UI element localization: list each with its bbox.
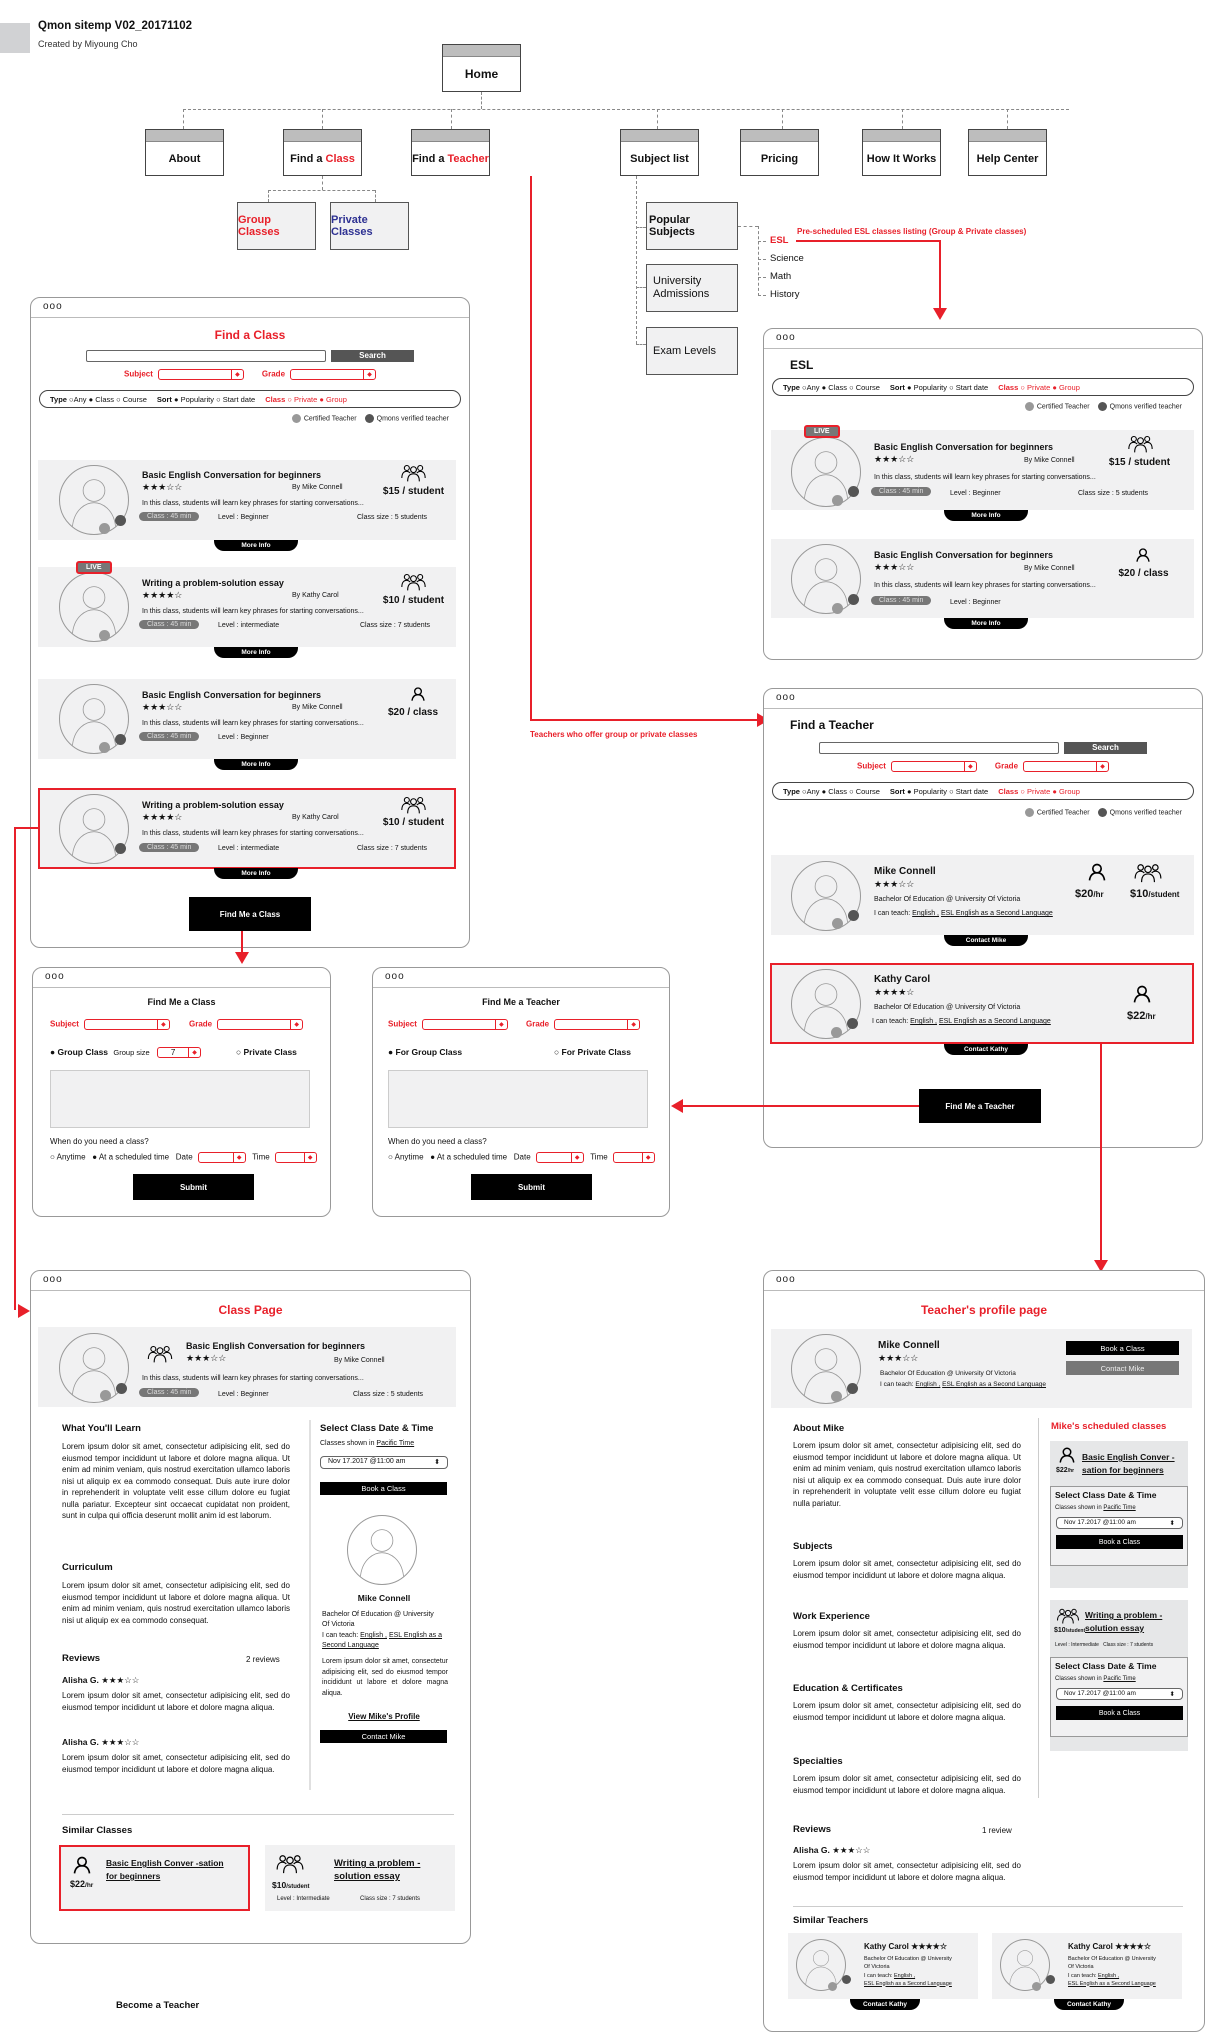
node-help-center[interactable]: Help Center — [968, 129, 1047, 176]
subject-link[interactable]: English , — [1097, 1973, 1120, 1979]
subject-science[interactable]: Science — [770, 253, 804, 264]
timezone-link[interactable]: Pacific Time — [1103, 1676, 1136, 1682]
teacher-legend: Certified Teacher Qmons verified teacher — [764, 402, 1182, 411]
certified-badge-icon — [832, 918, 843, 929]
verified-dot-icon — [1098, 402, 1107, 411]
group-icon — [400, 795, 427, 815]
group-icon — [400, 572, 427, 592]
submit-button[interactable]: Submit — [471, 1174, 592, 1200]
radio-group-class[interactable]: ● Group Class — [50, 1047, 109, 1057]
verified-badge-icon — [842, 1975, 851, 1984]
verified-badge-icon — [115, 515, 126, 526]
grade-select[interactable]: ◆ — [217, 1019, 303, 1030]
contact-kathy-button[interactable]: Contact Kathy — [944, 1044, 1028, 1055]
view-profile-link[interactable]: View Mike's Profile — [348, 1712, 420, 1721]
node-home[interactable]: Home — [442, 44, 521, 92]
teacher-legend: Certified Teacher Qmons verified teacher — [764, 808, 1182, 817]
certified-badge-icon — [831, 1027, 842, 1038]
node-private-classes[interactable]: Private Classes — [330, 202, 409, 250]
rating-stars: ★★★☆☆ — [874, 562, 915, 572]
more-info-button[interactable]: More Info — [214, 759, 298, 770]
contact-kathy-button[interactable]: Contact Kathy — [850, 1999, 920, 2010]
subject-esl[interactable]: ESL — [770, 235, 789, 246]
rating-stars: ★★★★☆ — [874, 987, 915, 997]
radio-private[interactable]: ○ Private — [1020, 382, 1051, 392]
node-about[interactable]: About — [145, 129, 224, 176]
verified-dot-icon — [1098, 808, 1107, 817]
radio-any[interactable]: ○Any — [802, 786, 820, 796]
subject-link[interactable]: English , — [910, 1018, 938, 1025]
group-icon — [275, 1853, 305, 1875]
time-select[interactable]: ◆ — [275, 1152, 317, 1163]
person-icon — [1087, 862, 1107, 882]
radio-popularity[interactable]: ● Popularity — [907, 382, 947, 392]
rating-stars: ★★★☆☆ — [142, 482, 183, 492]
scheduled-class-link[interactable]: Writing a problem -solution essay — [1085, 1610, 1163, 1633]
certified-dot-icon — [292, 414, 301, 423]
node-find-a-class[interactable]: Find a Class — [283, 129, 362, 176]
page-title: Class Page — [218, 1303, 283, 1317]
verified-badge-icon — [1046, 1975, 1055, 1984]
similar-class-link[interactable]: Basic English Conver -sation for beginners — [106, 1858, 224, 1881]
timezone-link[interactable]: Pacific Time — [1103, 1505, 1136, 1511]
subject-link[interactable]: ESL English as a Second Language — [940, 910, 1053, 917]
certified-badge-icon — [828, 1982, 837, 1991]
radio-start-date[interactable]: ○ Start date — [949, 382, 989, 392]
subject-link[interactable]: English , — [912, 910, 940, 917]
esl-annotation: Pre-scheduled ESL classes listing (Group & Private classes) — [797, 227, 1027, 236]
radio-scheduled[interactable]: ● At a scheduled time — [430, 1152, 508, 1162]
search-button[interactable]: Search — [1064, 742, 1147, 754]
form-title: Find Me a Teacher — [482, 997, 560, 1007]
filter-bar: Type ○Any ● Class ○ Course Sort ● Popularity ○ Start date Class ○ Private ● Group — [772, 378, 1194, 396]
timezone-link[interactable]: Pacific Time — [376, 1440, 415, 1447]
book-a-class-button[interactable]: Book a Class — [320, 1482, 447, 1495]
verified-badge-icon — [116, 1383, 127, 1394]
group-icon — [1055, 1607, 1081, 1625]
certified-badge-icon — [831, 1391, 842, 1402]
grade-select[interactable] — [290, 369, 376, 380]
teacher-legend: Certified Teacher Qmons verified teacher — [31, 414, 449, 423]
search-input[interactable] — [86, 350, 326, 362]
radio-class[interactable]: ● Class — [821, 786, 847, 796]
radio-start-date[interactable]: ○ Start date — [216, 394, 256, 404]
radio-anytime[interactable]: ○ Anytime — [50, 1152, 86, 1162]
grade-select[interactable]: ◆ — [554, 1019, 640, 1030]
notes-textarea[interactable] — [50, 1070, 310, 1128]
radio-class[interactable]: ● Class — [88, 394, 114, 404]
certified-badge-icon — [832, 603, 843, 614]
verified-badge-icon — [115, 843, 126, 854]
rating-stars: ★★★☆☆ — [142, 702, 183, 712]
subject-select[interactable]: ◆ — [422, 1019, 508, 1030]
group-icon — [1127, 434, 1154, 454]
node-pricing[interactable]: Pricing — [740, 129, 819, 176]
radio-for-private[interactable]: ○ For Private Class — [554, 1047, 631, 1057]
teacher-annotation: Teachers who offer group or private classes — [530, 730, 698, 739]
person-icon — [1058, 1446, 1076, 1464]
avatar — [59, 572, 129, 642]
page-title: Find a Class — [214, 328, 286, 342]
search-input[interactable] — [819, 742, 1059, 754]
rating-stars: ★★★☆☆ — [878, 1353, 919, 1363]
certified-badge-icon — [100, 1390, 111, 1401]
doc-subtitle: Created by Miyoung Cho — [38, 39, 138, 49]
more-info-button[interactable]: More Info — [214, 540, 298, 551]
filter-bar: Type ○Any ● Class ○ Course Sort ● Popularity ○ Start date Class ○ Private ● Group — [772, 782, 1194, 800]
person-icon — [1135, 547, 1151, 563]
window-dots: ooo — [764, 1271, 1204, 1291]
avatar — [1000, 1939, 1050, 1991]
group-icon — [146, 1344, 174, 1364]
stepper-icon: ◆ — [1096, 762, 1108, 771]
window-dots: ooo — [31, 298, 469, 318]
more-info-button[interactable]: More Info — [214, 868, 298, 879]
live-badge: LIVE — [76, 561, 112, 574]
window-dots: ooo — [33, 968, 330, 988]
subject-link[interactable]: English , — [915, 1381, 941, 1388]
subject-link[interactable]: English , — [893, 1973, 916, 1979]
rating-stars: ★★★★☆ — [142, 812, 183, 822]
submit-button[interactable]: Submit — [133, 1174, 254, 1200]
stepper-icon: ◆ — [964, 762, 976, 771]
date-time-select[interactable]: Nov 17.2017 @11:00 am ⬍ — [1056, 1517, 1183, 1529]
window-dots: ooo — [31, 1271, 470, 1291]
node-find-a-teacher[interactable]: Find a Teacher — [411, 129, 490, 176]
subject-link[interactable]: ESL English as a Second Language — [864, 1980, 952, 1987]
radio-group[interactable]: ● Group — [1052, 786, 1080, 796]
radio-course[interactable]: ○ Course — [849, 786, 880, 796]
more-info-button[interactable]: More Info — [944, 618, 1028, 629]
certified-badge-icon — [99, 630, 110, 641]
radio-course[interactable]: ○ Course — [849, 382, 880, 392]
person-icon — [1132, 984, 1152, 1004]
radio-private[interactable]: ○ Private — [287, 394, 318, 404]
subject-select[interactable] — [158, 369, 244, 380]
node-group-classes[interactable]: Group Classes — [237, 202, 316, 250]
radio-popularity[interactable]: ● Popularity — [907, 786, 947, 796]
subject-link[interactable]: ESL English as a Second Language — [1068, 1980, 1156, 1987]
certified-dot-icon — [1025, 808, 1034, 817]
contact-mike-button[interactable]: Contact Mike — [320, 1730, 447, 1743]
certified-badge-icon — [1032, 1982, 1041, 1991]
form-title: Find Me a Class — [147, 997, 216, 1007]
window-dots: ooo — [764, 329, 1202, 349]
scheduled-class-link[interactable]: Basic English Conver -sation for beginners — [1082, 1452, 1175, 1475]
window-dots: ooo — [373, 968, 669, 988]
search-button[interactable]: Search — [331, 350, 414, 362]
radio-course[interactable]: ○ Course — [116, 394, 147, 404]
contact-mike-button[interactable]: Contact Mike — [944, 935, 1028, 946]
radio-group[interactable]: ● Group — [319, 394, 347, 404]
node-university-admissions[interactable]: University Admissions — [646, 264, 738, 312]
verified-badge-icon — [848, 486, 859, 497]
page-title: Find a Teacher — [790, 718, 874, 732]
live-badge: LIVE — [804, 425, 840, 438]
date-time-select[interactable]: Nov 17.2017 @11:00 am ⬍ — [320, 1456, 448, 1469]
radio-any[interactable]: ○Any — [802, 382, 820, 392]
verified-dot-icon — [365, 414, 374, 423]
subject-history[interactable]: History — [770, 289, 800, 300]
contact-kathy-button[interactable]: Contact Kathy — [1054, 1999, 1124, 2010]
radio-private-class[interactable]: ○ Private Class — [236, 1047, 297, 1057]
node-subject-list[interactable]: Subject list — [620, 129, 699, 176]
rating-stars: ★★★☆☆ — [874, 454, 915, 464]
rating-stars: ★★★★☆ — [142, 590, 183, 600]
rating-stars: ★★★☆☆ — [874, 879, 915, 889]
window-dots: ooo — [764, 689, 1202, 709]
date-select[interactable]: ◆ — [536, 1152, 584, 1163]
node-how-it-works[interactable]: How It Works — [862, 129, 941, 176]
date-time-select[interactable]: Nov 17.2017 @11:00 am ⬍ — [1056, 1688, 1183, 1700]
doc-title: Qmon sitemp V02_20171102 — [38, 20, 193, 32]
book-a-class-button[interactable]: Book a Class — [1056, 1706, 1183, 1720]
radio-scheduled[interactable]: ● At a scheduled time — [92, 1152, 170, 1162]
subject-link[interactable]: ESL English as a Second Language — [942, 1381, 1047, 1388]
group-icon — [400, 463, 427, 483]
subject-link[interactable]: ESL English as a Second Language — [322, 1632, 443, 1649]
verified-badge-icon — [847, 1383, 858, 1394]
book-a-class-button[interactable]: Book a Class — [1056, 1535, 1183, 1549]
find-me-a-class-button[interactable]: Find Me a Class — [189, 897, 311, 931]
stepper-icon: ◆ — [231, 370, 243, 379]
find-me-a-teacher-button[interactable]: Find Me a Teacher — [919, 1089, 1041, 1123]
group-size-stepper[interactable]: 7 ◆ — [157, 1047, 201, 1058]
node-become-a-teacher[interactable]: Become a Teacher — [116, 2000, 200, 2011]
contact-mike-button[interactable]: Contact Mike — [1066, 1361, 1179, 1375]
certified-badge-icon — [99, 742, 110, 753]
verified-badge-icon — [115, 734, 126, 745]
verified-badge-icon — [848, 594, 859, 605]
node-exam-levels[interactable]: Exam Levels — [646, 327, 738, 375]
avatar — [347, 1515, 417, 1585]
find-class-window: ooo Find a Class Search Subject ◆ Grade ◆ Type ○Any ● Class ○ Course Sort ● Popularity ○ Start date Class ○ Private ● Group Certified Teacher Qmons verified teacher — [30, 297, 470, 948]
group-icon — [1133, 862, 1163, 884]
certified-badge-icon — [832, 495, 843, 506]
person-icon — [410, 686, 426, 702]
radio-start-date[interactable]: ○ Start date — [949, 786, 989, 796]
filter-bar: Type ○Any ● Class ○ Course Sort ● Popularity ○ Start date Class ○ Private ● Group — [39, 390, 461, 408]
avatar — [796, 1939, 846, 1991]
radio-private[interactable]: ○ Private — [1020, 786, 1051, 796]
header-swatch — [0, 23, 30, 53]
more-info-button[interactable]: More Info — [214, 647, 298, 658]
subject-select[interactable]: ◆ — [84, 1019, 170, 1030]
stepper-icon: ◆ — [363, 370, 375, 379]
notes-textarea[interactable] — [388, 1070, 648, 1128]
grade-select[interactable] — [1023, 761, 1109, 772]
radio-group[interactable]: ● Group — [1052, 382, 1080, 392]
subject-select[interactable] — [891, 761, 977, 772]
rating-stars: ★★★☆☆ — [186, 1353, 227, 1363]
radio-class[interactable]: ● Class — [821, 382, 847, 392]
subject-link[interactable]: English , — [360, 1632, 388, 1639]
find-teacher-window: ooo Find a Teacher Search Subject ◆ Grade ◆ Type ○Any ● Class ○ Course Sort ● Popularity ○ Start date Class ○ Private ● Group Certified Teacher Qmons verified teacher — [763, 688, 1203, 1148]
verified-badge-icon — [847, 1018, 858, 1029]
time-select[interactable]: ◆ — [613, 1152, 655, 1163]
certified-badge-icon — [99, 523, 110, 534]
page-title: Teacher's profile page — [920, 1303, 1047, 1317]
book-a-class-button[interactable]: Book a Class — [1066, 1341, 1179, 1355]
radio-any[interactable]: ○Any — [69, 394, 87, 404]
similar-class-link[interactable]: Writing a problem -solution essay — [334, 1858, 421, 1882]
page-title: ESL — [790, 358, 814, 372]
radio-anytime[interactable]: ○ Anytime — [388, 1152, 424, 1162]
more-info-button[interactable]: More Info — [944, 510, 1028, 521]
subject-math[interactable]: Math — [770, 271, 792, 282]
radio-popularity[interactable]: ● Popularity — [174, 394, 214, 404]
subject-link[interactable]: ESL English as a Second Language — [938, 1018, 1051, 1025]
node-popular-subjects[interactable]: Popular Subjects — [646, 202, 738, 250]
certified-dot-icon — [1025, 402, 1034, 411]
radio-for-group[interactable]: ● For Group Class — [388, 1047, 463, 1057]
person-icon — [72, 1855, 92, 1875]
verified-badge-icon — [848, 910, 859, 921]
date-select[interactable]: ◆ — [198, 1152, 246, 1163]
